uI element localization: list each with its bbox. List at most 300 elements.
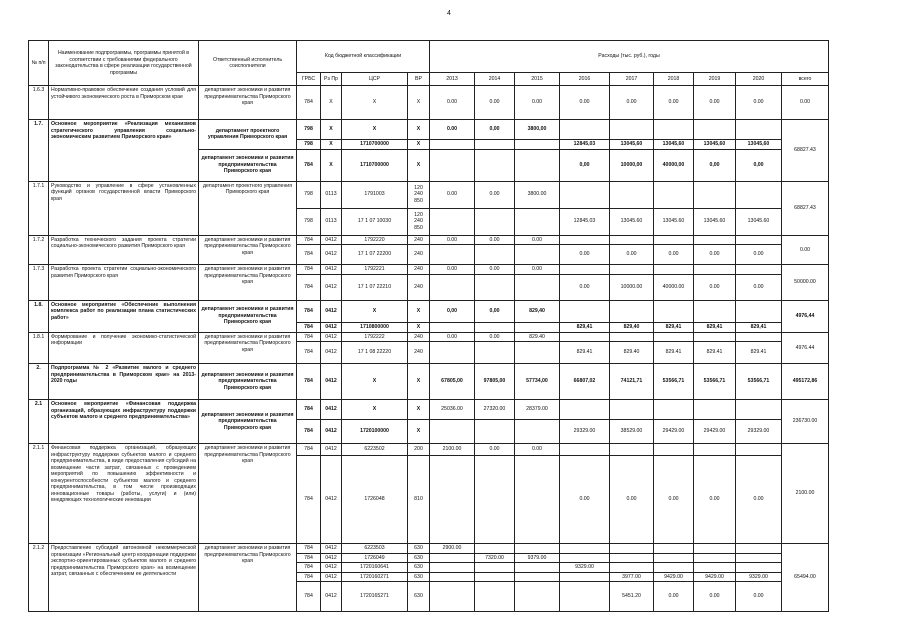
- cell-csr: 17 1 07 10030: [342, 208, 408, 235]
- cell-2015: [515, 140, 560, 150]
- row-responsible: департамент экономики и развития предпринимательства Приморского края: [199, 364, 297, 400]
- cell-2020: 0.00: [736, 456, 782, 544]
- cell-2017: [610, 332, 654, 342]
- cell-vr: Х: [408, 420, 430, 444]
- cell-rzpr: 0113: [321, 181, 342, 208]
- cell-csr: 1726048: [342, 456, 408, 544]
- cell-2020: [736, 120, 782, 140]
- cell-2018: [654, 544, 694, 554]
- cell-grbs: 784: [297, 456, 321, 544]
- cell-2018: [654, 444, 694, 456]
- cell-2019: 0.00: [694, 582, 736, 612]
- cell-rzpr: 0412: [321, 444, 342, 456]
- cell-grbs: 798: [297, 120, 321, 140]
- cell-2019: [694, 235, 736, 245]
- cell-2016: [560, 181, 610, 208]
- cell-2015: [515, 322, 560, 332]
- cell-2015: 28379.00: [515, 400, 560, 420]
- header-year-2015: 2015: [515, 73, 560, 86]
- cell-2013: 0.00: [430, 332, 475, 342]
- cell-2017: 0.00: [610, 86, 654, 120]
- cell-2020: [736, 400, 782, 420]
- cell-2017: 10000,00: [610, 149, 654, 181]
- cell-grbs: 784: [297, 300, 321, 322]
- table-row: [29, 235, 829, 245]
- cell-rzpr: 0412: [321, 265, 342, 275]
- cell-2016: 66807,02: [560, 364, 610, 400]
- cell-rzpr: 0412: [321, 245, 342, 265]
- header-csr: ЦСР: [342, 73, 408, 86]
- cell-2019: 0.00: [694, 456, 736, 544]
- cell-2017: 829.40: [610, 342, 654, 364]
- cell-2016: [560, 265, 610, 275]
- header-year-2019: 2019: [694, 73, 736, 86]
- cell-2019: [694, 300, 736, 322]
- cell-csr: 17 1 07 22210: [342, 274, 408, 300]
- row-name: Подпрограмма № 2 «Развитие малого и среднего предпринимательства в Приморском крае» на 2013-2020 годы: [49, 364, 199, 400]
- cell-2019: 0,00: [694, 149, 736, 181]
- cell-2017: 829,40: [610, 322, 654, 332]
- cell-2018: 29429.00: [654, 420, 694, 444]
- cell-2014: [475, 149, 515, 181]
- cell-2018: [654, 563, 694, 573]
- header-code-group: Код бюджетной классификации: [297, 41, 430, 73]
- cell-2015: [515, 563, 560, 573]
- cell-2020: [736, 235, 782, 245]
- header-year-2016: 2016: [560, 73, 610, 86]
- cell-csr: 1792220: [342, 235, 408, 245]
- cell-grbs: 784: [297, 342, 321, 364]
- cell-2014: 0,00: [475, 120, 515, 140]
- cell-2013: 67805,00: [430, 364, 475, 400]
- cell-vr: Х: [408, 149, 430, 181]
- cell-2020: 0.00: [736, 245, 782, 265]
- header-expenses-group: Расходы (тыс. руб.), годы: [430, 41, 829, 73]
- cell-2017: 38529.00: [610, 420, 654, 444]
- cell-csr: 1791003: [342, 181, 408, 208]
- header-vr: ВР: [408, 73, 430, 86]
- cell-2013: [430, 553, 475, 563]
- cell-grbs: 784: [297, 582, 321, 612]
- row-responsible: департамент экономики и развития предпринимательства Приморского края: [199, 265, 297, 301]
- cell-2013: [430, 582, 475, 612]
- cell-total: 68827.43: [782, 181, 829, 235]
- cell-2015: 0.00: [515, 235, 560, 245]
- row-name: Руководство и управление в сфере установленных функций органов государственной власти Приморского края: [49, 181, 199, 235]
- table-row: [29, 300, 829, 322]
- cell-2014: [475, 582, 515, 612]
- cell-rzpr: 0412: [321, 322, 342, 332]
- cell-2018: [654, 332, 694, 342]
- row-name: Предоставление субсидий автономной некоммерческой организации «Региональный центр координации поддержки экспортно-ориентированных субъектов малого и среднего предпринимательства Приморского края» на возмещение затрат, связанных с обеспечением ее деятельности: [49, 544, 199, 612]
- cell-2018: 40000,00: [654, 149, 694, 181]
- cell-2018: [654, 553, 694, 563]
- cell-2019: [694, 265, 736, 275]
- cell-2019: [694, 120, 736, 140]
- cell-2013: 0.00: [430, 86, 475, 120]
- cell-2014: 0.00: [475, 332, 515, 342]
- cell-grbs: 784: [297, 553, 321, 563]
- cell-grbs: 798: [297, 181, 321, 208]
- cell-vr: Х: [408, 364, 430, 400]
- cell-2014: [475, 208, 515, 235]
- cell-rzpr: Х: [321, 140, 342, 150]
- header-year-2014: 2014: [475, 73, 515, 86]
- cell-grbs: 784: [297, 274, 321, 300]
- cell-2014: 27320.00: [475, 400, 515, 420]
- header-year-2020: 2020: [736, 73, 782, 86]
- cell-2017: [610, 563, 654, 573]
- cell-2016: [560, 572, 610, 582]
- cell-csr: 1792222: [342, 332, 408, 342]
- cell-2015: [515, 572, 560, 582]
- cell-csr: 1710700000: [342, 140, 408, 150]
- cell-grbs: 784: [297, 544, 321, 554]
- cell-grbs: 784: [297, 245, 321, 265]
- cell-2020: 13045,60: [736, 140, 782, 150]
- header-total: всего: [782, 73, 829, 86]
- header-rzpr: Рз Пр: [321, 73, 342, 86]
- cell-csr: Х: [342, 300, 408, 322]
- cell-2017: [610, 444, 654, 456]
- cell-2015: [515, 544, 560, 554]
- cell-2019: 0.00: [694, 274, 736, 300]
- cell-2014: 0.00: [475, 235, 515, 245]
- cell-2015: [515, 582, 560, 612]
- cell-vr: 120 240 850: [408, 181, 430, 208]
- cell-2019: [694, 181, 736, 208]
- cell-2014: 7320.00: [475, 553, 515, 563]
- row-name: Нормативно-правовое обеспечение создания условий для устойчивого экономического роста в Приморском крае: [49, 86, 199, 120]
- cell-2017: [610, 553, 654, 563]
- cell-2015: [515, 274, 560, 300]
- cell-2018: 829,41: [654, 322, 694, 332]
- row-name: Основное мероприятие «Финансовая поддержка организаций, образующих инфраструктуру поддержки субъектов малого и среднего предпринимательства»: [49, 400, 199, 444]
- cell-2017: 10000.00: [610, 274, 654, 300]
- cell-2017: 5451.20: [610, 582, 654, 612]
- cell-grbs: 784: [297, 444, 321, 456]
- cell-2020: 0.00: [736, 86, 782, 120]
- cell-2016: 12845.03: [560, 208, 610, 235]
- cell-grbs: 784: [297, 563, 321, 573]
- row-name: Разработка технического задания проекта стратегии социально-экономического развития Приморского края: [49, 235, 199, 265]
- row-num: 1.8.1: [29, 332, 49, 364]
- cell-2020: [736, 553, 782, 563]
- cell-grbs: 784: [297, 322, 321, 332]
- cell-total: 68827.43: [782, 120, 829, 182]
- table-row: [29, 400, 829, 420]
- cell-2016: [560, 553, 610, 563]
- row-num: 1.6.3: [29, 86, 49, 120]
- cell-2017: [610, 300, 654, 322]
- cell-2015: 3800.00: [515, 181, 560, 208]
- cell-2016: [560, 444, 610, 456]
- header-grbs: ГРБС: [297, 73, 321, 86]
- row-name: Основное мероприятие «Обеспечение выполнения комплекса работ по реализации плана статистических работ»: [49, 300, 199, 332]
- cell-vr: Х: [408, 86, 430, 120]
- cell-2016: [560, 400, 610, 420]
- cell-total: 0.00: [782, 235, 829, 265]
- header-year-2018: 2018: [654, 73, 694, 86]
- cell-2020: 0.00: [736, 582, 782, 612]
- row-responsible: департамент экономики и развития предпринимательства Приморского края: [199, 235, 297, 265]
- cell-2015: 829,40: [515, 300, 560, 322]
- cell-2016: 0.00: [560, 245, 610, 265]
- cell-total: 236730.00: [782, 400, 829, 444]
- cell-rzpr: 0412: [321, 274, 342, 300]
- cell-vr: 200: [408, 444, 430, 456]
- cell-2017: [610, 544, 654, 554]
- cell-2013: [430, 149, 475, 181]
- cell-total: 50000.00: [782, 265, 829, 301]
- cell-2016: 0.00: [560, 274, 610, 300]
- table-row: [29, 86, 829, 120]
- cell-rzpr: Х: [321, 149, 342, 181]
- cell-2013: 2900.00: [430, 544, 475, 554]
- cell-2019: 13045.60: [694, 208, 736, 235]
- cell-vr: 630: [408, 563, 430, 573]
- cell-vr: Х: [408, 300, 430, 322]
- row-responsible: департамент экономики и развития предпринимательства Приморского края: [199, 300, 297, 332]
- cell-rzpr: 0412: [321, 300, 342, 322]
- cell-2015: [515, 456, 560, 544]
- cell-2014: [475, 140, 515, 150]
- cell-2014: [475, 572, 515, 582]
- cell-2018: [654, 300, 694, 322]
- cell-csr: 17 1 07 22200: [342, 245, 408, 265]
- cell-2016: 12845,03: [560, 140, 610, 150]
- cell-2015: 0.00: [515, 86, 560, 120]
- cell-csr: 6223503: [342, 544, 408, 554]
- cell-2019: 829.41: [694, 342, 736, 364]
- table-row: [29, 332, 829, 342]
- cell-2016: 0.00: [560, 456, 610, 544]
- cell-grbs: 784: [297, 332, 321, 342]
- cell-csr: 1726049: [342, 553, 408, 563]
- cell-grbs: 784: [297, 572, 321, 582]
- budget-table: [28, 40, 829, 612]
- cell-2013: [430, 572, 475, 582]
- cell-vr: 240: [408, 265, 430, 275]
- cell-2016: 0.00: [560, 86, 610, 120]
- cell-2014: 0.00: [475, 265, 515, 275]
- table-row: [29, 364, 829, 400]
- cell-vr: 630: [408, 553, 430, 563]
- cell-2013: 0.00: [430, 235, 475, 245]
- cell-rzpr: Х: [321, 86, 342, 120]
- cell-grbs: 784: [297, 400, 321, 420]
- cell-2017: 0.00: [610, 456, 654, 544]
- cell-grbs: 784: [297, 149, 321, 181]
- cell-2014: [475, 456, 515, 544]
- cell-2019: 829,41: [694, 322, 736, 332]
- cell-2014: [475, 322, 515, 332]
- cell-2016: 829,41: [560, 322, 610, 332]
- cell-2020: 9329.00: [736, 572, 782, 582]
- cell-vr: Х: [408, 140, 430, 150]
- cell-2019: [694, 444, 736, 456]
- cell-2014: [475, 274, 515, 300]
- cell-grbs: 784: [297, 235, 321, 245]
- cell-2014: [475, 342, 515, 364]
- cell-2020: [736, 332, 782, 342]
- cell-vr: Х: [408, 400, 430, 420]
- cell-2013: [430, 342, 475, 364]
- cell-2013: [430, 140, 475, 150]
- cell-2020: 0,00: [736, 149, 782, 181]
- cell-rzpr: 0412: [321, 235, 342, 245]
- cell-2017: [610, 120, 654, 140]
- cell-2018: 0.00: [654, 582, 694, 612]
- row-responsible: департамент экономики и развития предпринимательства Приморского края: [199, 544, 297, 612]
- cell-2018: 13045.60: [654, 208, 694, 235]
- table-row: [29, 181, 829, 208]
- cell-rzpr: 0412: [321, 582, 342, 612]
- cell-2015: 57734,00: [515, 364, 560, 400]
- row-name: Финансовая поддержка организаций, образующих инфраструктуру поддержки субъектов малого и среднего предпринимательства, в виде предоставления субсидий на возмещение части затрат, связанных с проведением мероприятий по повышению эффективности и конкурентоспособности субъектов малого и среднего предпринимательства, в том числе производящих инновационные товары (работы, услуги) и (или) внедряющих технологические инновации: [49, 444, 199, 544]
- cell-rzpr: 0412: [321, 332, 342, 342]
- cell-grbs: 784: [297, 420, 321, 444]
- cell-2016: [560, 332, 610, 342]
- cell-2017: 74121,71: [610, 364, 654, 400]
- table-row: [29, 120, 829, 140]
- cell-2018: [654, 235, 694, 245]
- cell-csr: 6223502: [342, 444, 408, 456]
- cell-2020: 829,41: [736, 322, 782, 332]
- cell-rzpr: 0412: [321, 364, 342, 400]
- cell-2020: 53566,71: [736, 364, 782, 400]
- cell-2018: 0.00: [654, 456, 694, 544]
- cell-csr: 1710800000: [342, 322, 408, 332]
- cell-2020: 0.00: [736, 274, 782, 300]
- cell-rzpr: 0412: [321, 420, 342, 444]
- cell-2015: [515, 208, 560, 235]
- cell-rzpr: 0113: [321, 208, 342, 235]
- cell-2019: 53566,71: [694, 364, 736, 400]
- cell-2020: [736, 544, 782, 554]
- header-year-2013: 2013: [430, 73, 475, 86]
- cell-2019: 0.00: [694, 86, 736, 120]
- cell-2018: [654, 120, 694, 140]
- cell-2018: 0.00: [654, 86, 694, 120]
- cell-2014: [475, 563, 515, 573]
- cell-csr: 17 1 08 22220: [342, 342, 408, 364]
- cell-2014: [475, 420, 515, 444]
- cell-2013: [430, 456, 475, 544]
- cell-grbs: 798: [297, 140, 321, 150]
- cell-rzpr: 0412: [321, 342, 342, 364]
- row-responsible: департамент экономики и развития предпринимательства Приморского края: [199, 400, 297, 444]
- cell-2014: 0.00: [475, 181, 515, 208]
- cell-2018: 53566,71: [654, 364, 694, 400]
- cell-vr: 810: [408, 456, 430, 544]
- cell-2016: 29329.00: [560, 420, 610, 444]
- cell-2016: 9329.00: [560, 563, 610, 573]
- cell-2015: [515, 420, 560, 444]
- cell-2019: 0.00: [694, 245, 736, 265]
- cell-2020: [736, 563, 782, 573]
- page-number: 4: [447, 10, 451, 17]
- cell-2018: [654, 181, 694, 208]
- cell-vr: 630: [408, 582, 430, 612]
- cell-2015: [515, 342, 560, 364]
- row-responsible: департамент экономики и развития предпринимательства Приморского края: [199, 149, 297, 181]
- cell-2018: 0.00: [654, 245, 694, 265]
- cell-2020: [736, 300, 782, 322]
- cell-2019: [694, 563, 736, 573]
- cell-rzpr: 0412: [321, 456, 342, 544]
- cell-total: 4976,44: [782, 300, 829, 332]
- cell-2019: [694, 332, 736, 342]
- cell-2017: 0.00: [610, 245, 654, 265]
- cell-2015: 3800,00: [515, 120, 560, 140]
- cell-total: 495172,86: [782, 364, 829, 400]
- cell-2013: [430, 420, 475, 444]
- cell-2013: [430, 274, 475, 300]
- row-responsible: департамент экономики и развития предпринимательства Приморского края: [199, 332, 297, 364]
- cell-2016: 829.41: [560, 342, 610, 364]
- cell-vr: 240: [408, 245, 430, 265]
- cell-2018: 9429.00: [654, 572, 694, 582]
- row-num: 1.7.: [29, 120, 49, 182]
- cell-2013: 0.00: [430, 265, 475, 275]
- header-year-2017: 2017: [610, 73, 654, 86]
- cell-2019: [694, 544, 736, 554]
- cell-2017: 13045,60: [610, 140, 654, 150]
- cell-csr: Х: [342, 364, 408, 400]
- row-num: 1.7.2: [29, 235, 49, 265]
- cell-2013: 0,00: [430, 300, 475, 322]
- cell-total: 0.00: [782, 86, 829, 120]
- cell-grbs: 784: [297, 364, 321, 400]
- cell-2013: 0.00: [430, 120, 475, 140]
- cell-2016: [560, 235, 610, 245]
- row-num: 1.7.1: [29, 181, 49, 235]
- row-num: 1.8.: [29, 300, 49, 332]
- cell-grbs: 784: [297, 265, 321, 275]
- cell-2014: 0.00: [475, 86, 515, 120]
- cell-2016: [560, 544, 610, 554]
- cell-2017: [610, 181, 654, 208]
- cell-2013: [430, 245, 475, 265]
- cell-2018: [654, 400, 694, 420]
- row-responsible: департамент экономики и развития предпринимательства Приморского края: [199, 444, 297, 544]
- cell-2015: 0.00: [515, 444, 560, 456]
- cell-vr: 240: [408, 235, 430, 245]
- cell-csr: 1720165271: [342, 582, 408, 612]
- cell-2017: 3977.00: [610, 572, 654, 582]
- cell-vr: 630: [408, 572, 430, 582]
- cell-2014: [475, 544, 515, 554]
- row-num: 2.1.1: [29, 444, 49, 544]
- table-row: [29, 544, 829, 554]
- cell-grbs: 798: [297, 208, 321, 235]
- cell-2019: [694, 553, 736, 563]
- cell-vr: Х: [408, 120, 430, 140]
- row-num: 2.1.2: [29, 544, 49, 612]
- cell-2015: 9379.00: [515, 553, 560, 563]
- table-row: [29, 444, 829, 456]
- cell-rzpr: 0412: [321, 572, 342, 582]
- cell-grbs: 784: [297, 86, 321, 120]
- cell-2015: [515, 245, 560, 265]
- cell-rzpr: 0412: [321, 563, 342, 573]
- cell-rzpr: Х: [321, 120, 342, 140]
- row-responsible: департамент проектного управления Приморского края: [199, 120, 297, 150]
- cell-2020: [736, 181, 782, 208]
- cell-2020: [736, 444, 782, 456]
- cell-vr: Х: [408, 322, 430, 332]
